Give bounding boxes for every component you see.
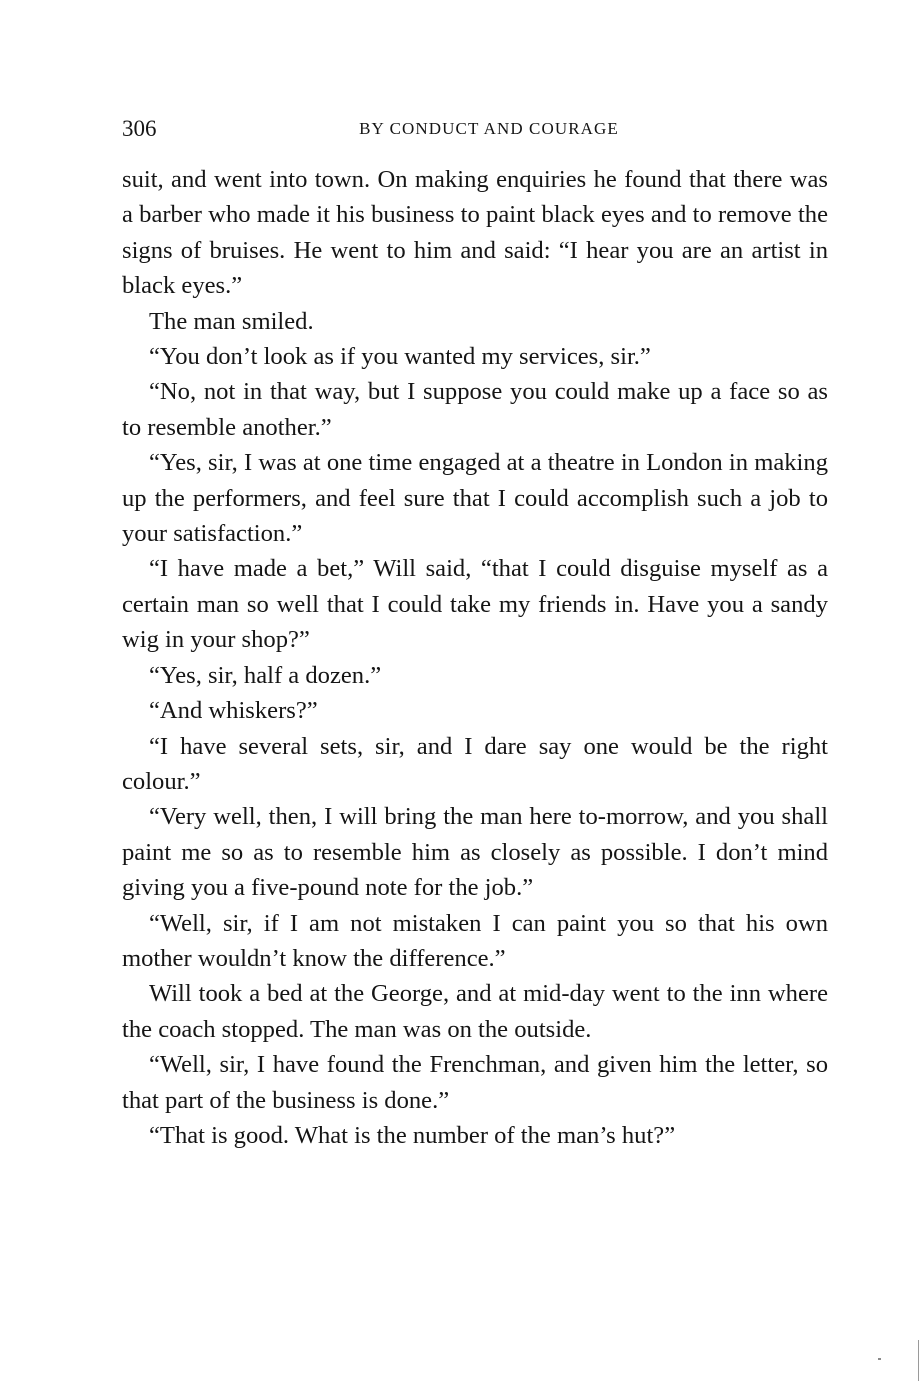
paragraph: “Well, sir, I have found the Frenchman, and given him the letter, so that part of the business is done.” [122, 1051, 828, 1114]
paragraph: The man smiled. [149, 307, 314, 335]
paragraph: “No, not in that way, but I suppose you could make up a face so as to resemble another.” [122, 378, 828, 441]
paragraph: Will took a bed at the George, and at mid-day went to the inn where the coach stopped. The man was on the outside. [122, 980, 828, 1043]
page-number: 306 [122, 116, 157, 141]
page-header [122, 114, 828, 144]
paragraph: “Very well, then, I will bring the man here to-morrow, and you shall paint me so as to resemble him as closely as possible. I don’t mind giving you a five-pound note for the job.” [122, 803, 828, 902]
paragraph: “I have made a bet,” Will said, “that I could disguise myself as a certain man so well that I could take my friends in. Have you a sandy wig in your shop?” [122, 555, 828, 654]
scan-speck [878, 1358, 881, 1360]
running-title: BY CONDUCT AND COURAGE [359, 119, 619, 138]
paragraph: “I have several sets, sir, and I dare say one would be the right colour.” [122, 732, 828, 795]
scan-edge-line [918, 1340, 919, 1381]
paragraph: “That is good. What is the number of the man’s hut?” [149, 1121, 676, 1149]
paragraph: “Yes, sir, half a dozen.” [149, 661, 382, 689]
paragraph: suit, and went into town. On making enquiries he found that there was a barber who made it his business to paint black eyes and to remove the signs of bruises. He went to him and said: “I hear you are an artist in black eyes.” [122, 166, 828, 300]
paragraph: “Well, sir, if I am not mistaken I can paint you so that his own mother wouldn’t know the difference.” [122, 909, 828, 972]
paragraph: “Yes, sir, I was at one time engaged at a theatre in London in making up the performers, and feel sure that I could accomplish such a job to your satisfaction.” [122, 449, 828, 548]
paragraph: “You don’t look as if you wanted my services, sir.” [149, 343, 651, 371]
body-text [122, 162, 828, 1153]
paragraph: “And whiskers?” [149, 697, 318, 725]
